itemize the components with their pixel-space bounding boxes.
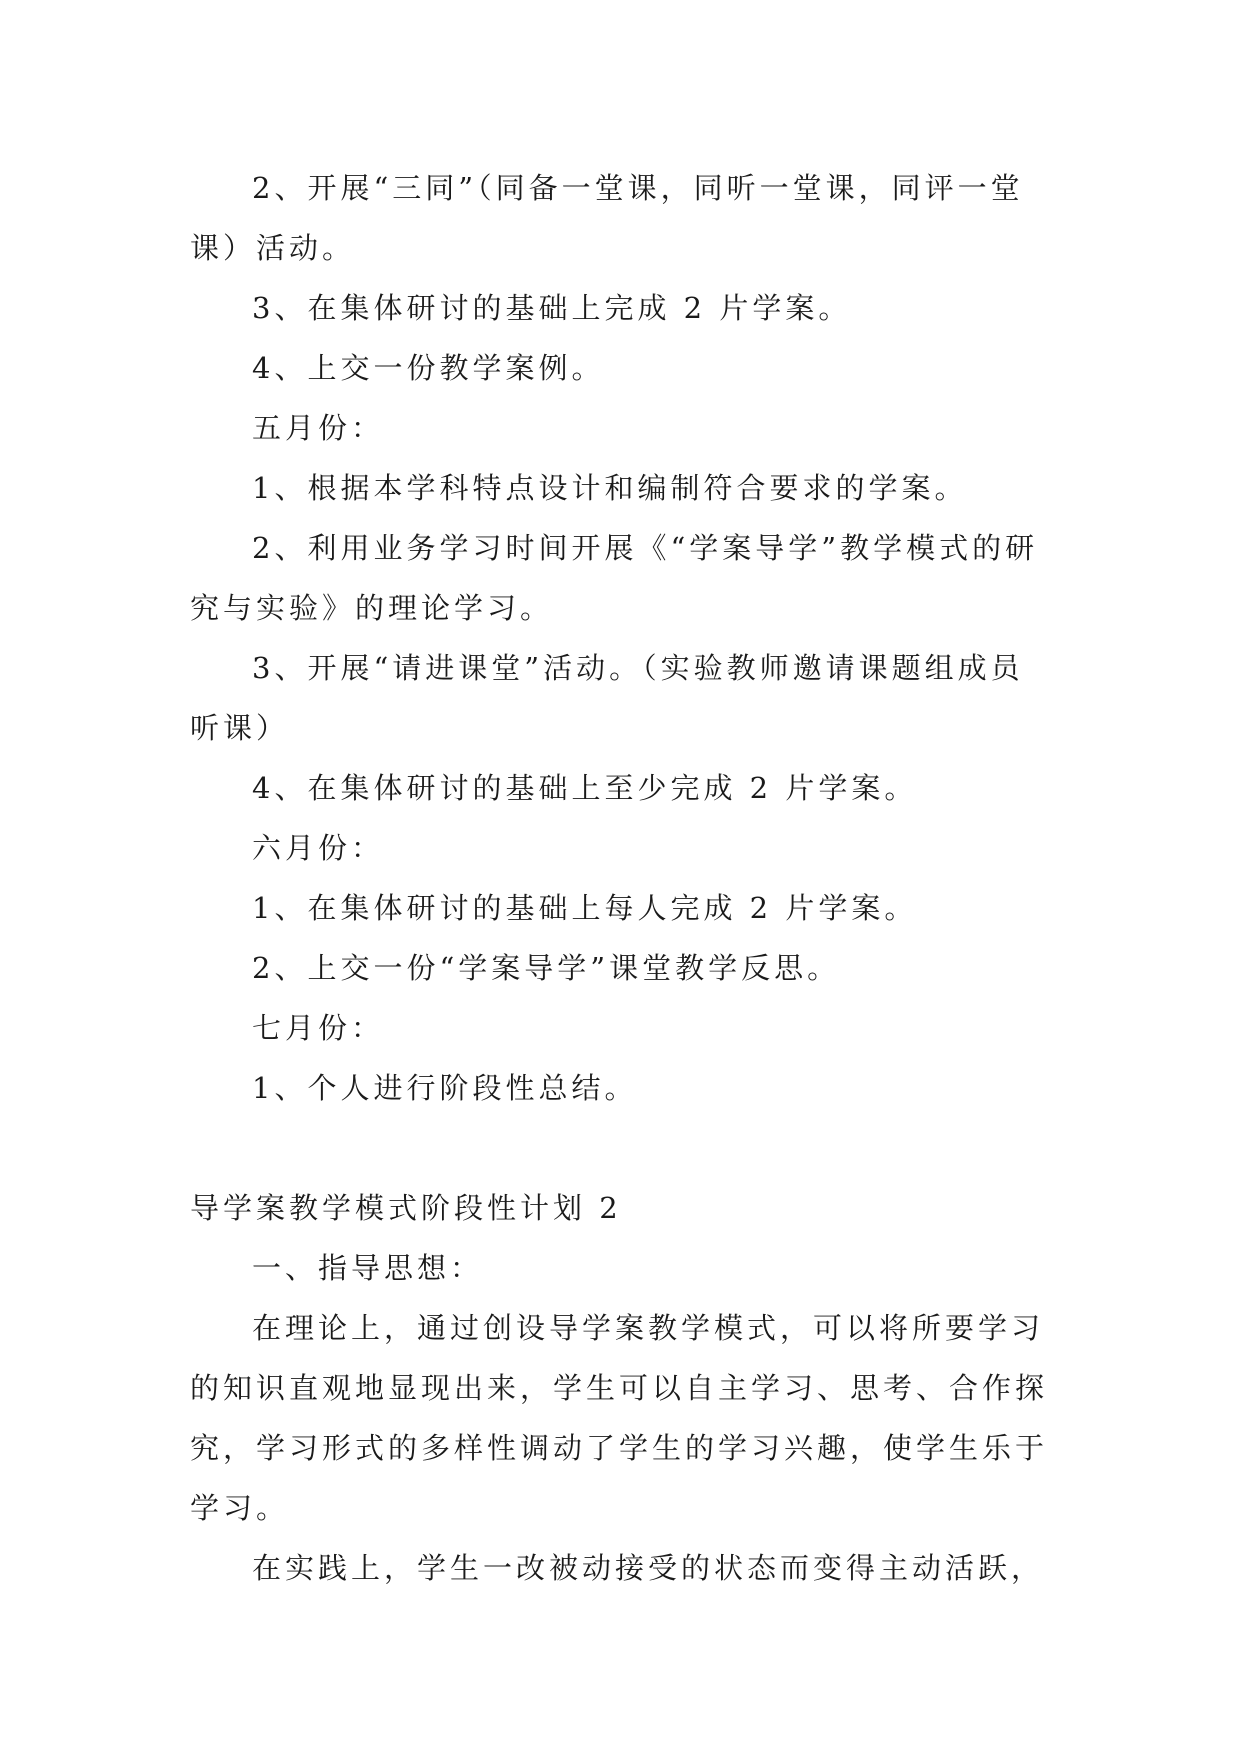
paragraph-line: 的知识直观地显现出来，学生可以自主学习、思考、合作探 (190, 1371, 1049, 1405)
document-body (190, 158, 1060, 1598)
month-heading: 五月份： (252, 411, 385, 445)
paragraph-line: 学习。 (190, 1491, 290, 1525)
paragraph-line: 在实践上，学生一改被动接受的状态而变得主动活跃， (252, 1551, 1045, 1585)
paragraph-line: 1、个人进行阶段性总结。 (252, 1071, 638, 1105)
section-heading: 一、指导思想： (252, 1251, 484, 1285)
paragraph-line: 1、根据本学科特点设计和编制符合要求的学案。 (252, 471, 968, 505)
paragraph-line: 究与实验》的理论学习。 (190, 591, 554, 625)
paragraph-line: 在理论上，通过创设导学案教学模式，可以将所要学习 (252, 1311, 1045, 1345)
section-title: 导学案教学模式阶段性计划 2 (190, 1191, 622, 1225)
paragraph-line: 听课） (190, 711, 290, 745)
paragraph-line: 究，学习形式的多样性调动了学生的学习兴趣，使学生乐于 (190, 1431, 1049, 1465)
month-heading: 六月份： (252, 831, 385, 865)
section-gap (190, 1118, 1060, 1178)
month-heading: 七月份： (252, 1011, 385, 1045)
paragraph-line: 3、开展“请进课堂”活动。（实验教师邀请课题组成员 (252, 651, 1024, 685)
paragraph-line: 2、开展“三同”（同备一堂课，同听一堂课，同评一堂 (252, 171, 1024, 205)
paragraph-line: 2、上交一份“学案导学”课堂教学反思。 (252, 951, 841, 985)
paragraph-line: 课）活动。 (190, 231, 356, 265)
paragraph-line: 4、在集体研讨的基础上至少完成 2 片学案。 (252, 771, 918, 805)
paragraph-line: 1、在集体研讨的基础上每人完成 2 片学案。 (252, 891, 918, 925)
paragraph-line: 4、上交一份教学案例。 (252, 351, 605, 385)
paragraph-line: 2、利用业务学习时间开展《“学案导学”教学模式的研 (252, 531, 1039, 565)
paragraph-line: 3、在集体研讨的基础上完成 2 片学案。 (252, 291, 852, 325)
